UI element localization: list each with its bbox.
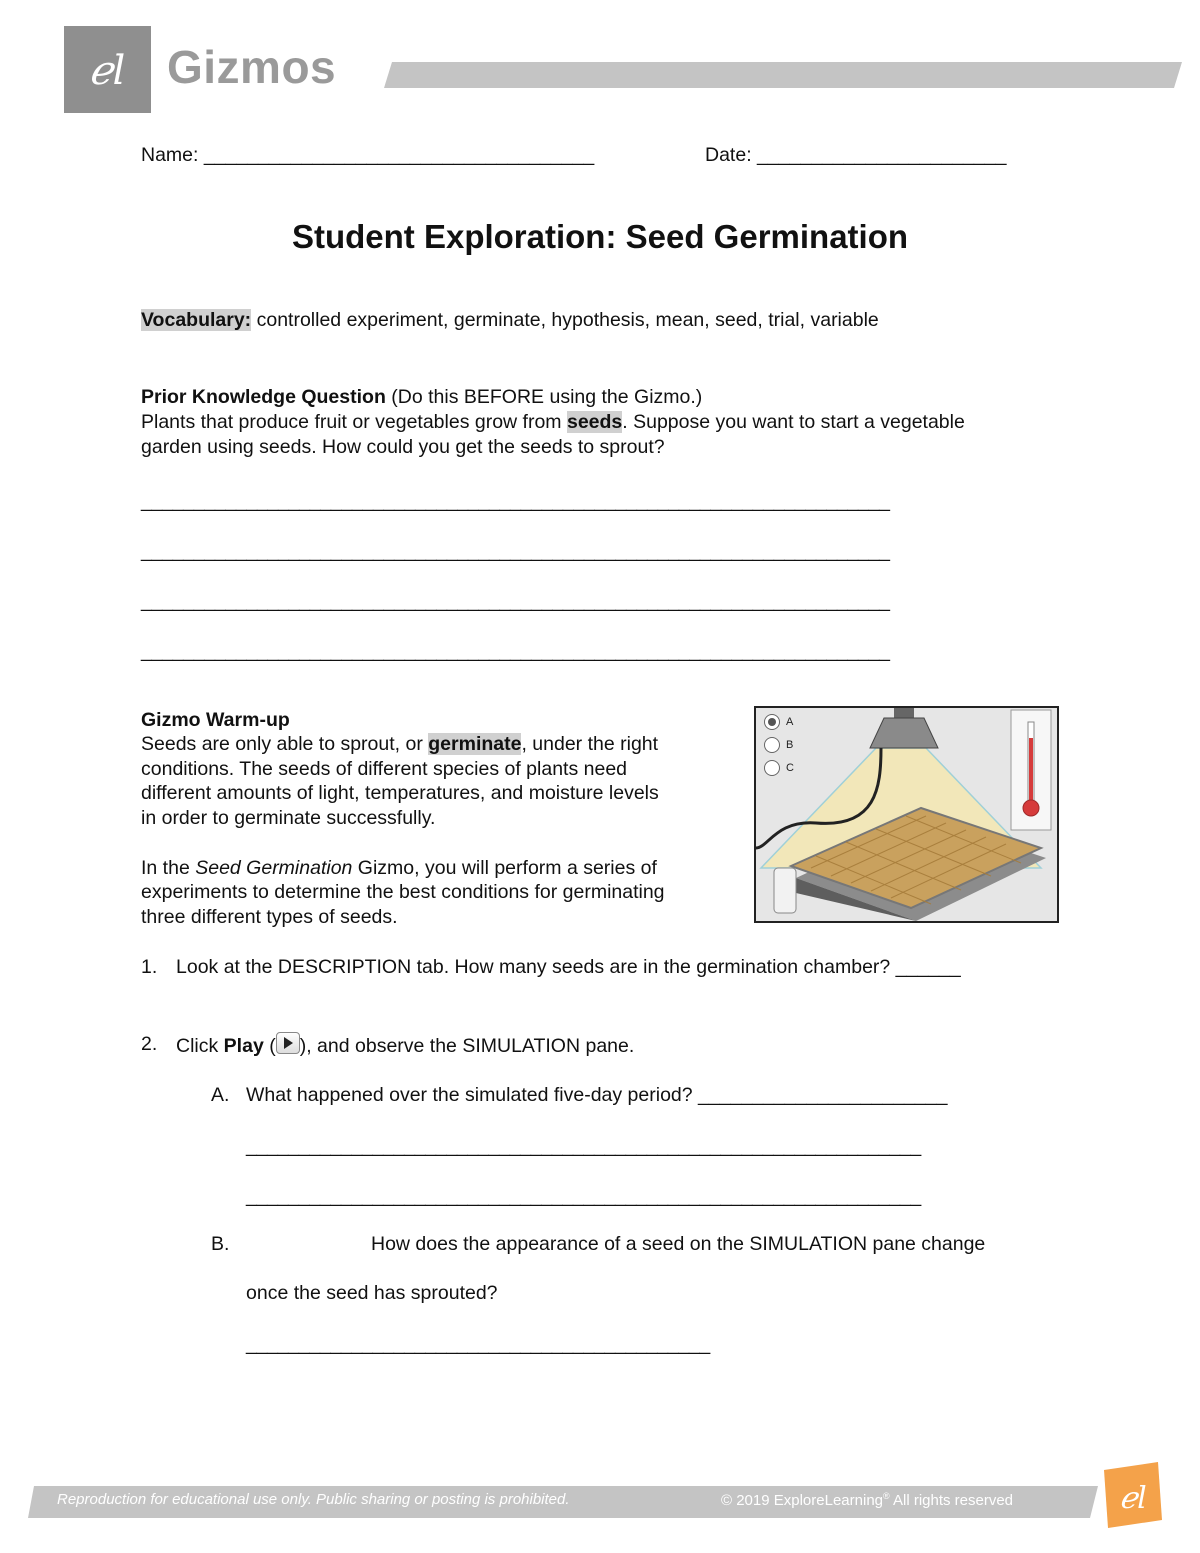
- name-blank[interactable]: ____________________________________: [203, 144, 595, 166]
- vocabulary: [141, 308, 879, 333]
- germination-chamber-figure: [754, 706, 1059, 923]
- question-2-text: Click Play ( ), and observe the SIMULATION pane.: [176, 1032, 634, 1059]
- warmup-p1-line1: Seeds are only able to sprout, or germinate, under the right: [141, 733, 659, 755]
- date-blank[interactable]: _______________________: [757, 144, 1007, 166]
- warmup-heading: Gizmo Warm-up: [141, 709, 290, 731]
- svg-text:ℯl: ℯl: [1119, 1481, 1147, 1516]
- question-a-answer-line-2[interactable]: ________________________________________________________________: [246, 1185, 921, 1207]
- radio-selected-icon[interactable]: [764, 714, 780, 730]
- name-field: [141, 143, 594, 168]
- vocabulary-terms: controlled experiment, germinate, hypothesis, mean, seed, trial, variable: [251, 309, 879, 331]
- vocabulary-label: Vocabulary:: [141, 309, 252, 331]
- question-a-letter: A.: [211, 1084, 230, 1106]
- option-b[interactable]: B: [764, 733, 794, 756]
- gizmos-logo: [64, 26, 151, 113]
- prior-knowledge-line2: garden using seeds. How could you get the seeds to sprout?: [141, 436, 665, 458]
- question-b-text: How does the appearance of a seed on the SIMULATION pane change: [371, 1233, 986, 1255]
- question-b-text-2: once the seed has sprouted?: [246, 1282, 498, 1304]
- el-logo-icon: [64, 26, 151, 113]
- question-b-letter: B.: [211, 1233, 230, 1255]
- question-1-number: 1.: [141, 956, 158, 978]
- answer-line-1[interactable]: _______________________________________________________________________: [141, 490, 890, 512]
- option-a[interactable]: A: [764, 710, 794, 733]
- explorelearning-logo-icon: [1096, 1460, 1166, 1530]
- play-icon: [276, 1032, 300, 1054]
- prior-knowledge-line1: Plants that produce fruit or vegetables grow from seeds. Suppose you want to start a vegetable: [141, 411, 965, 433]
- footer-copyright: © 2019 ExploreLearning® All rights reserved: [721, 1491, 1014, 1509]
- question-1-text: Look at the DESCRIPTION tab. How many seeds are in the germination chamber? ______: [176, 956, 961, 978]
- prior-knowledge-heading: Prior Knowledge Question (Do this BEFORE using the Gizmo.): [141, 386, 703, 408]
- question-a-answer-line-1[interactable]: ________________________________________________________________: [246, 1135, 921, 1157]
- footer-notice: Reproduction for educational use only. Public sharing or posting is prohibited.: [57, 1491, 570, 1508]
- page-title: Student Exploration: Seed Germination: [291, 218, 909, 255]
- germination-chamber-illustration: [756, 708, 1057, 921]
- question-2-number: 2.: [141, 1033, 158, 1055]
- brand-name: Gizmos: [167, 41, 337, 93]
- option-c[interactable]: C: [764, 756, 794, 779]
- header-bar: [384, 62, 1182, 88]
- question-b-answer-line[interactable]: ____________________________________________: [246, 1333, 710, 1355]
- answer-line-2[interactable]: _______________________________________________________________________: [141, 540, 890, 562]
- warmup-p1-line3: different amounts of light, temperatures, and moisture levels: [141, 782, 659, 804]
- warmup-p1-line4: in order to germinate successfully.: [141, 807, 436, 829]
- svg-text:ℯl: ℯl: [88, 48, 126, 94]
- answer-line-4[interactable]: _______________________________________________________________________: [141, 640, 890, 662]
- warmup-p1-line2: conditions. The seeds of different species of plants need: [141, 758, 628, 780]
- term-germinate: germinate: [428, 733, 522, 755]
- radio-icon[interactable]: [764, 737, 780, 753]
- warmup-p2-line2: experiments to determine the best conditions for germinating: [141, 881, 665, 903]
- radio-icon[interactable]: [764, 760, 780, 776]
- term-seeds: seeds: [566, 411, 623, 433]
- warmup-p2-line1: In the Seed Germination Gizmo, you will perform a series of: [141, 857, 657, 879]
- answer-line-3[interactable]: _______________________________________________________________________: [141, 590, 890, 612]
- name-label: Name:: [141, 144, 199, 166]
- date-field: [705, 143, 1006, 168]
- date-label: Date:: [705, 144, 752, 166]
- question-a-text: What happened over the simulated five-day period? _______________________: [246, 1084, 948, 1106]
- condition-options: [764, 710, 794, 779]
- warmup-p2-line3: three different types of seeds.: [141, 906, 398, 928]
